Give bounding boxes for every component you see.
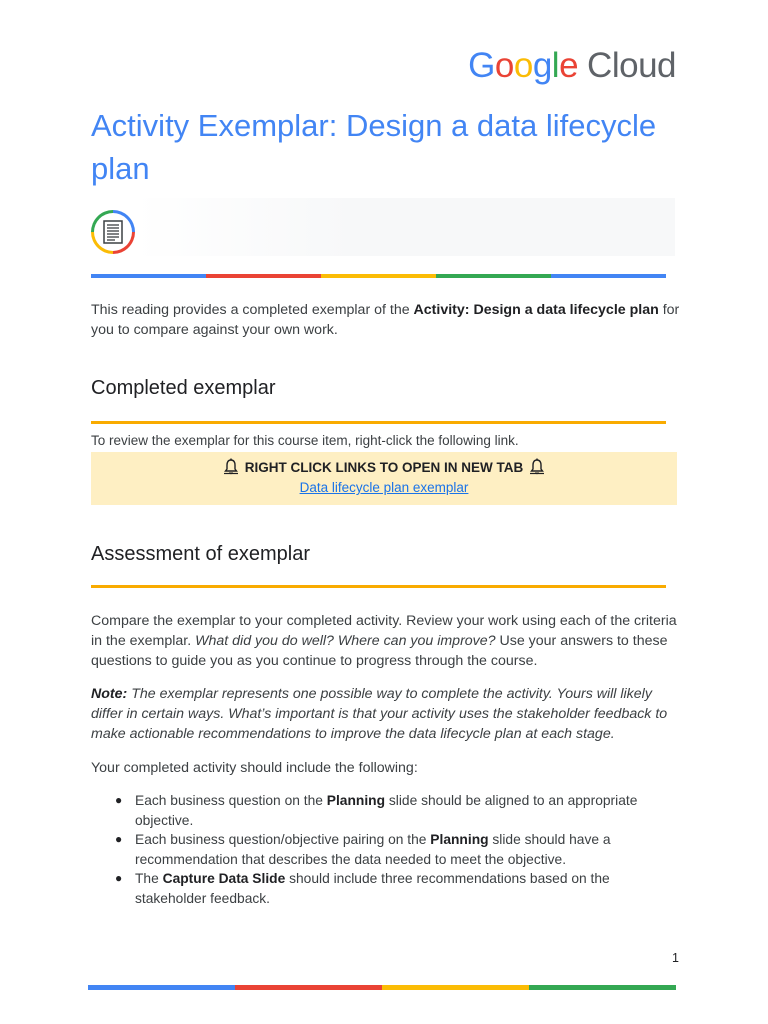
logo-suffix: Cloud: [587, 46, 676, 85]
exemplar-link[interactable]: Data lifecycle plan exemplar: [299, 480, 469, 495]
logo-letter: G: [468, 46, 495, 85]
logo-letter: o: [513, 46, 533, 85]
header-divider: [91, 274, 666, 278]
link-callout: [91, 452, 677, 505]
bell-icon: [529, 458, 545, 476]
list-item: ● The Capture Data Slide should include three recommendations based on the stakeholder feedback.: [115, 871, 610, 906]
list-item: ● Each business question on the Planning slide should be aligned to an appropriate objective.: [115, 793, 638, 828]
assessment-paragraph: Compare the exemplar to your completed activity. Review your work using each of the criteria in the exemplar. What did you do well? Where can you improve? Use your answers to these questions to guide you as you continue to progress through the course.: [91, 613, 677, 669]
logo-letter: g: [532, 46, 552, 85]
google-cloud-logo: [468, 46, 676, 86]
callout-label: RIGHT CLICK LINKS TO OPEN IN NEW TAB: [244, 459, 524, 475]
bell-icon: [223, 458, 239, 476]
list-item: ● Each business question/objective pairing on the Planning slide should have a recommendation that describes the data needed to meet the objective.: [115, 832, 611, 867]
document-icon: [91, 210, 135, 254]
section-divider: [91, 421, 666, 424]
footer-divider: [88, 985, 676, 990]
criteria-list: [91, 791, 681, 908]
section-divider: [91, 585, 666, 588]
section-heading-assessment: Assessment of exemplar: [91, 543, 310, 565]
note-paragraph: Note: The exemplar represents one possible way to complete the activity. Yours will likely differ in certain ways. What’s important is that your activity uses the stakeholder feedback to make actionable recommendations to improve the data lifecycle plan at each stage.: [91, 686, 668, 742]
logo-letter: e: [559, 46, 579, 85]
list-intro: Your completed activity should include the following:: [91, 760, 418, 776]
page-number: 1: [672, 951, 679, 965]
intro-paragraph: This reading provides a completed exemplar of the Activity: Design a data lifecycle plan for you to compare against your own work.: [91, 302, 680, 338]
logo-letter: l: [551, 46, 560, 85]
header-band: [135, 198, 675, 256]
section-heading-completed: Completed exemplar: [91, 377, 276, 399]
logo-letter: o: [494, 46, 514, 85]
page-title: Activity Exemplar: Design a data lifecycle plan: [91, 108, 657, 186]
instruction-text: To review the exemplar for this course item, right-click the following link.: [91, 433, 519, 448]
